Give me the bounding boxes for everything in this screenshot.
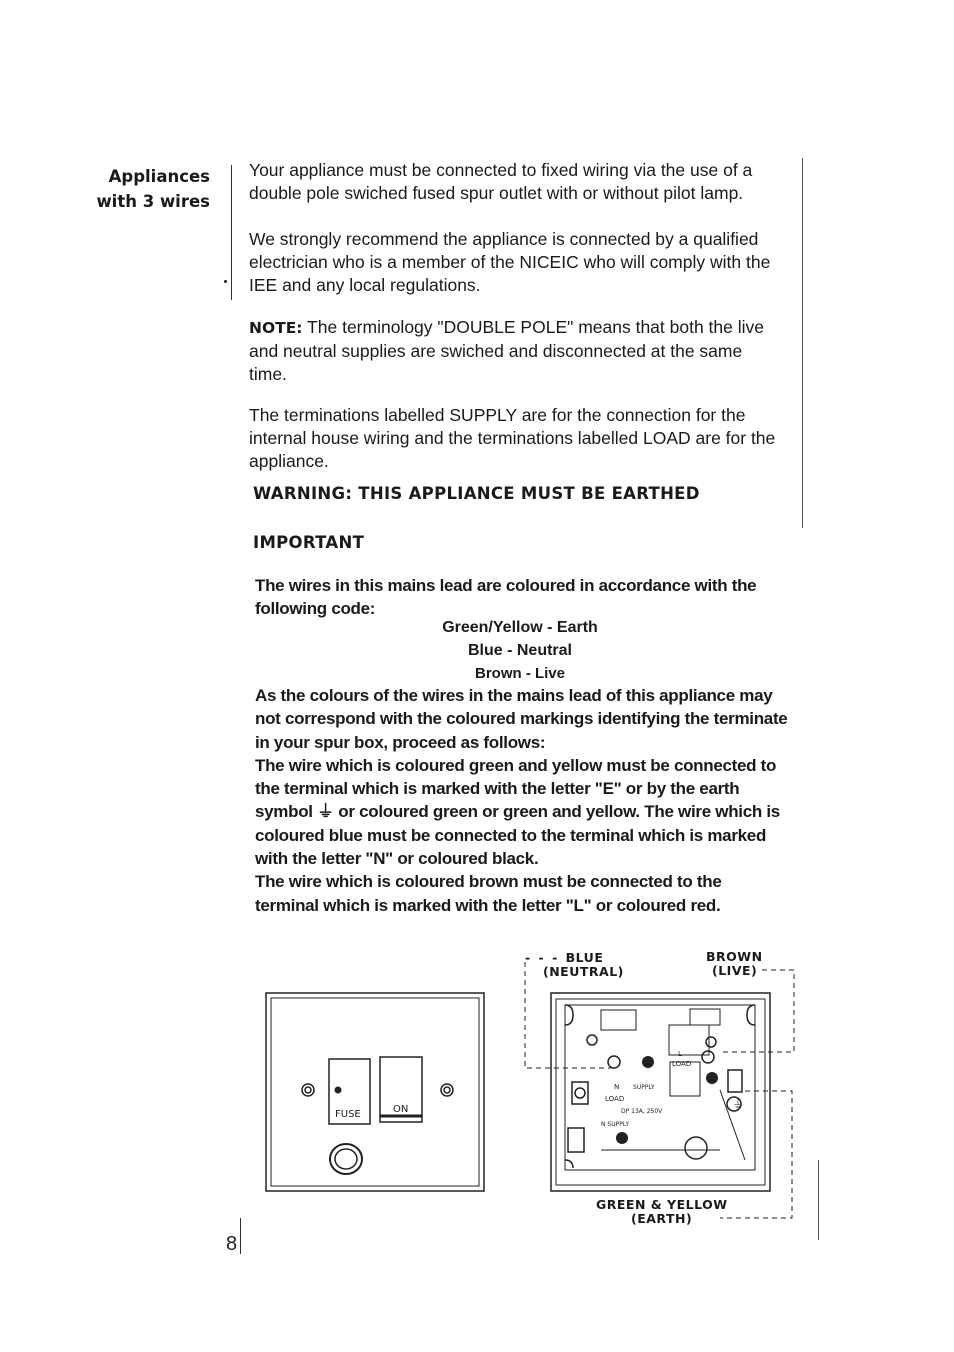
terminal-screw-icon [642, 1056, 654, 1068]
colour-code-intro: The wires in this mains lead are coloured in accordance with the following code: [255, 576, 757, 619]
section-heading-line2: with 3 wires [96, 192, 210, 211]
terminal-screw-icon [616, 1132, 628, 1144]
code-earth: Green/Yellow - Earth [442, 619, 598, 636]
earth-label: (EARTH) [631, 1211, 693, 1226]
green-yellow-label: GREEN & YELLOW [596, 1197, 728, 1212]
paragraph-fixed-wiring: Your appliance must be connected to fixed wiring via the use of a double pole swiched fused spur outlet with or without pilot lamp. [249, 160, 753, 203]
dash-lead: - - - [525, 950, 566, 965]
note-label: NOTE: [249, 319, 303, 337]
section-heading-line1: Appliances [108, 167, 210, 186]
blue-label: BLUE [565, 950, 604, 965]
earth-symbol: ⏚ [317, 802, 334, 822]
load-label: LOAD [605, 1095, 625, 1103]
terminal-screw-icon [706, 1072, 718, 1084]
supply-label: SUPPLY [633, 1084, 655, 1091]
spur-faceplate [266, 993, 484, 1191]
neutral-label: (NEUTRAL) [543, 964, 624, 979]
note-text: The terminology "DOUBLE POLE" means that both the live and neutral supplies are swiched and disconnected at the same time. [249, 317, 765, 384]
code-live: Brown - Live [474, 665, 565, 682]
important-heading: IMPORTANT [253, 533, 365, 552]
instructions-part2b: or coloured green or green and yellow. The wire which is coloured blue must be connected to the terminal which is marked with the letter "N" or coloured black. [255, 802, 780, 869]
earth-terminal-icon: ⏚ [732, 1097, 745, 1111]
n-supply-label: N SUPPLY [601, 1121, 630, 1128]
l-label: L [678, 1050, 682, 1058]
paragraph-terminations: The terminations labelled SUPPLY are for the connection for the internal house wiring and the terminations labelled LOAD are for the appliance. [249, 405, 776, 471]
paragraph-electrician: We strongly recommend the appliance is connected by a qualified electrician who is a member of the NICEIC who will comply with the IEE and any local regulations. [249, 229, 771, 295]
load-label-top: LOAD [672, 1060, 692, 1068]
fuse-label: FUSE [335, 1109, 361, 1120]
instructions-part1: As the colours of the wires in the mains lead of this appliance may not correspond with the coloured markings identifying the terminate in your spur box, proceed as follows: [255, 686, 788, 752]
brown-label: BROWN [706, 949, 763, 964]
warning-heading: WARNING: THIS APPLIANCE MUST BE EARTHED [253, 484, 700, 503]
on-label: ON [393, 1104, 409, 1115]
page-number: 8 [226, 1233, 238, 1255]
n-label: N [614, 1083, 620, 1091]
rating-label: DP 13A, 250V [621, 1108, 663, 1115]
spur-terminal-block [551, 993, 770, 1191]
live-label: (LIVE) [712, 963, 758, 978]
instructions-part2a: The wire which is coloured green and yellow must be connected to the terminal which is marked with the letter "E" or by the earth symbol [255, 755, 777, 822]
pilot-lamp-icon [335, 1087, 342, 1094]
code-neutral: Blue - Neutral [467, 642, 572, 659]
instructions-part3: The wire which is coloured brown must be connected to the terminal which is marked with the letter "L" or coloured red. [255, 872, 722, 915]
